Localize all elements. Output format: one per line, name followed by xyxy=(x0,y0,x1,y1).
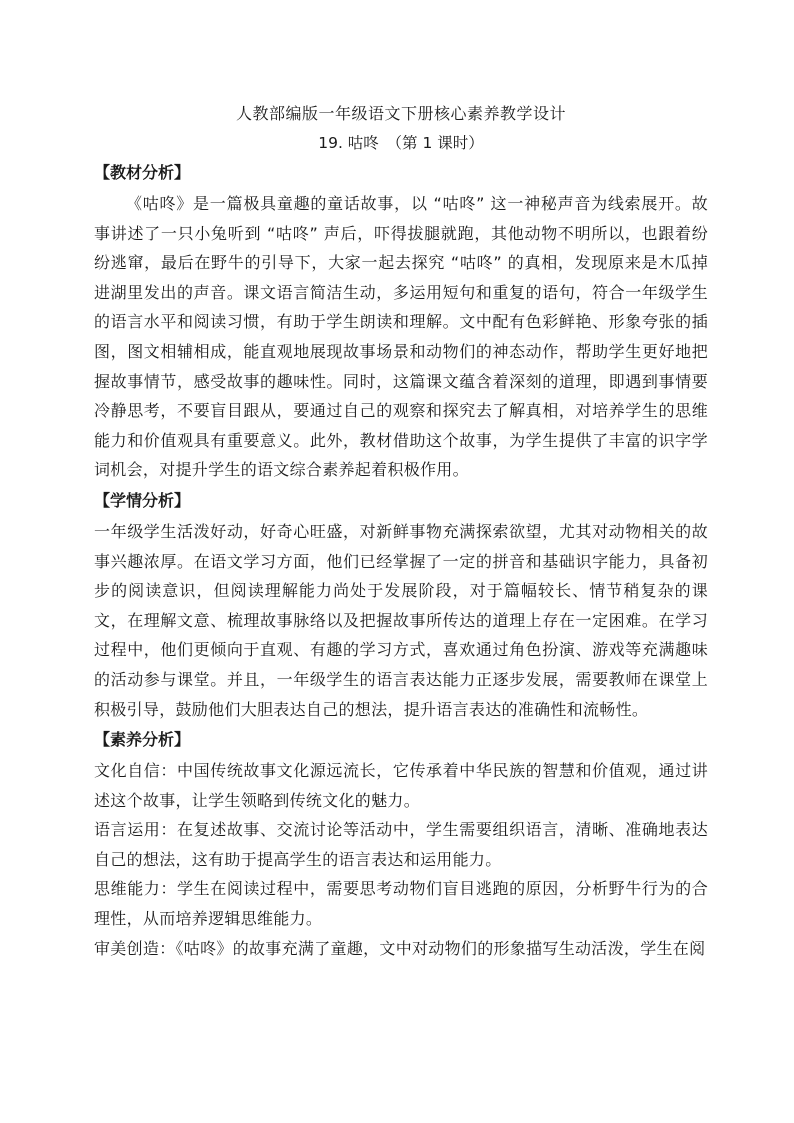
section-paragraph: 《咕咚》是一篇极具童趣的童话故事，以 “咕咚” 这一神秘声音为线索展开。故事讲述了一只小兔听到 “咕咚” 声后，吓得拔腿就跑，其他动物不明所以，也跟着纷纷逃窜，最后在野牛的引导下，大家一起去探究 “咕咚” 的真相，发现原来是木瓜掉进湖里发出的声音。课文语言简洁生动，多运用短句和重复的语句，符合一年级学生的语言水平和阅读习惯，有助于学生朗读和理解。文中配有色彩鲜艳、形象夸张的插图，图文相辅相成，能直观地展现故事场景和动物们的神态动作，帮助学生更好地把握故事情节，感受故事的趣味性。同时，这篇课文蕴含着深刻的道理，即遇到事情要冷静思考，不要盲目跟从，要通过自己的观察和探究去了解真相，对培养学生的思维能力和价值观具有重要意义。此外，教材借助这个故事，为学生提供了丰富的识字学词机会，对提升学生的语文综合素养起着积极作用。 xyxy=(94,194,708,480)
section-literacy-analysis xyxy=(94,726,708,963)
section-heading: 【教材分析】 xyxy=(94,163,191,182)
section-student-analysis xyxy=(94,487,708,724)
lesson-subtitle: 19. 咕咚 （第 1 课时） xyxy=(318,134,484,152)
section-heading: 【素养分析】 xyxy=(94,730,191,750)
literacy-thinking-ability: 思维能力：学生在阅读过程中，需要思考动物们盲目逃跑的原因，分析野牛行为的合理性，从而培养逻辑思维能力。 xyxy=(94,879,708,929)
section-heading: 【学情分析】 xyxy=(94,490,191,510)
section-textbook-analysis xyxy=(94,159,708,485)
document-title: 人教部编版一年级语文下册核心素养教学设计 xyxy=(235,104,566,123)
literacy-aesthetic-creation: 审美创造：《咕咚》的故事充满了童趣，文中对动物们的形象描写生动活泼，学生在阅 xyxy=(94,938,706,958)
literacy-language-use: 语言运用：在复述故事、交流讨论等活动中，学生需要组织语言，清晰、准确地表达自己的想法，这有助于提高学生的语言表达和运用能力。 xyxy=(94,820,708,869)
section-paragraph: 一年级学生活泼好动，好奇心旺盛，对新鲜事物充满探索欲望，尤其对动物相关的故事兴趣浓厚。在语文学习方面，他们已经掌握了一定的拼音和基础识字能力，具备初步的阅读意识，但阅读理解能力尚处于发展阶段，对于篇幅较长、情节稍复杂的课文，在理解文意、梳理故事脉络以及把握故事所传达的道理上存在一定困难。在学习过程中，他们更倾向于直观、有趣的学习方式，喜欢通过角色扮演、游戏等充满趣味的活动参与课堂。并且，一年级学生的语言表达能力正逐步发展，需要教师在课堂上积极引导，鼓励他们大胆表达自己的想法，提升语言表达的准确性和流畅性。 xyxy=(94,521,708,719)
literacy-cultural-confidence: 文化自信：中国传统故事文化源远流长，它传承着中华民族的智慧和价值观，通过讲述这个故事，让学生领略到传统文化的魅力。 xyxy=(94,761,708,810)
